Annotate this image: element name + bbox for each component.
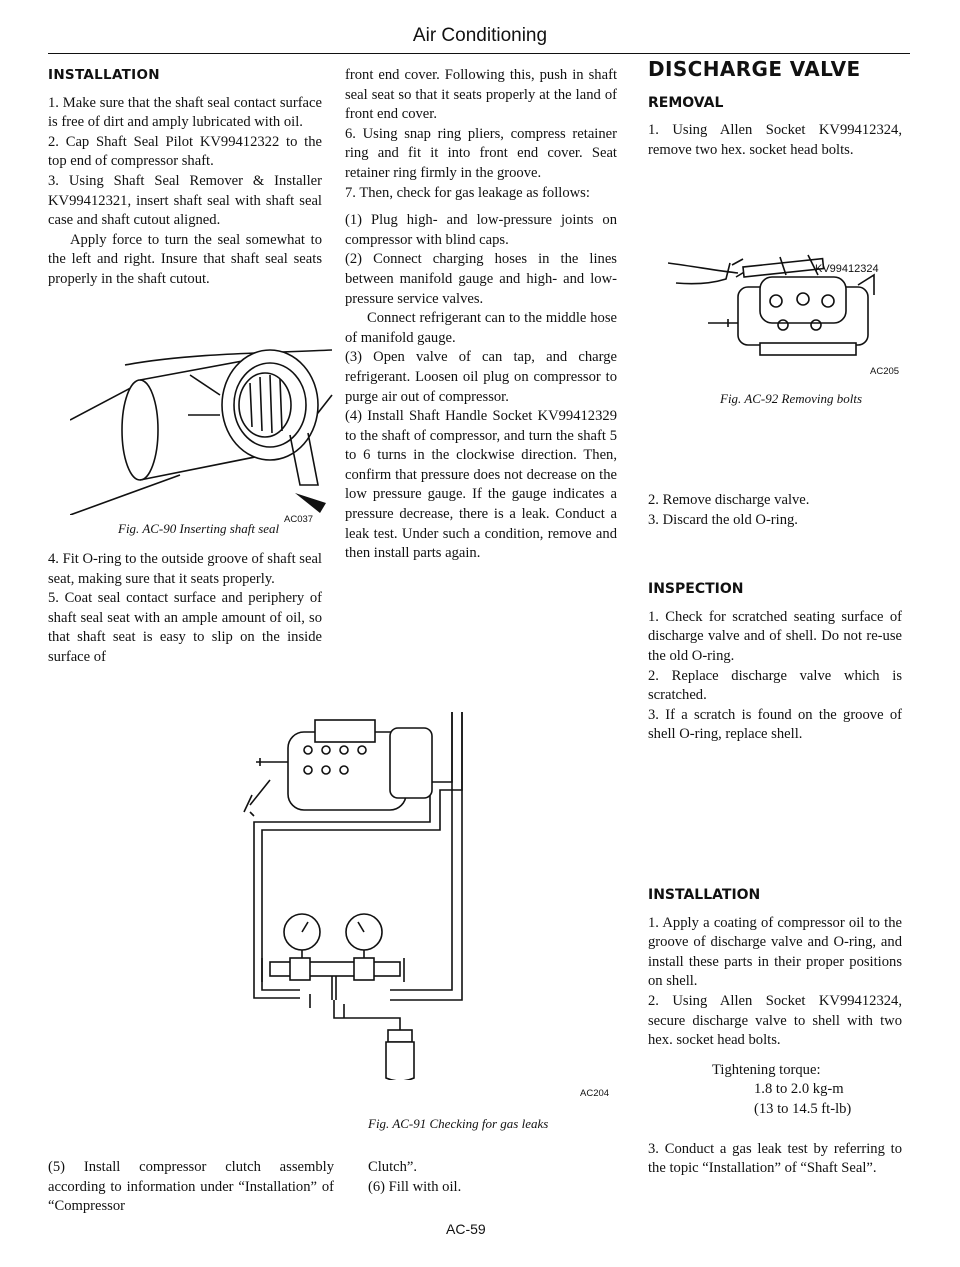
step-4: 4. Fit O-ring to the outside groove of shaft seal seat, making sure that it seats properly. [48,551,322,587]
step-5: 5. Coat seal contact surface and periphery of shaft seal seat with an ample amount of oil, so that shaft seat is easy to slip on the inside surface of [48,590,322,665]
step-3-note: Apply force to turn the seal somewhat to the left and right. Insure that shaft seal seats properly in the shaft cutout. [48,231,322,287]
discharge-valve-title: DISCHARGE VALVE [648,57,861,81]
fig-ac91-caption: Fig. AC-91 Checking for gas leaks [368,1116,549,1131]
page-number: AC-59 [446,1221,486,1237]
step-2: 2. Cap Shaft Seal Pilot KV99412322 to the top end of compressor shaft. [48,133,322,170]
substep-2-note: Connect refrigerant can to the middle hose of manifold gauge. [345,310,617,346]
installation-heading: INSTALLATION [48,67,160,83]
substep-5: (5) Install compressor clutch assembly according to information under “Installation” of “Compressor [48,1159,334,1215]
inspection-heading: INSPECTION [648,581,744,598]
column-1-bottom [48,1158,334,1217]
step-5-cont: front end cover. Following this, push in shaft seal seat so that it seats properly at the land of front end cover. [345,67,617,123]
column-3 [648,57,902,160]
gas-leak-check-figure [240,700,480,1080]
substep-2: (2) Connect charging hoses in the lines between manifold gauge and high- and low-pressure service valves. [345,251,617,307]
column-3-lower [648,491,902,745]
torque-metric: 1.8 to 2.0 kg-m [754,1081,844,1098]
removal-heading: REMOVAL [648,94,724,111]
substep-3: (3) Open valve of can tap, and charge refrigerant. Loosen oil plug on compressor to purge air out of compressor. [345,349,617,405]
fig-ac92-code: AC205 [870,366,900,377]
substep-1: (1) Plug high- and low-pressure joints on compressor with blind caps. [345,212,617,248]
step-3: 3. Using Shaft Seal Remover & Installer KV99412321, insert shaft seal with shaft seal case and shaft cutout aligned. [48,172,322,229]
install-step-2: 2. Using Allen Socket KV99412324, secure discharge valve to shell with two hex. socket head bolts. [648,992,902,1049]
column-3-installation [648,886,902,1179]
installation-heading-2: INSTALLATION [648,887,761,903]
torque-imperial: (13 to 14.5 ft-lb) [754,1100,852,1117]
fig-ac91-code: AC204 [580,1088,610,1099]
column-2-bottom [368,1158,608,1197]
page-header: Air Conditioning [412,25,548,46]
column-1 [48,66,322,290]
inspection-step-3: 3. If a scratch is found on the groove of shell O-ring, replace shell. [648,706,902,743]
header-rule [48,53,910,54]
removal-step-1: 1. Using Allen Socket KV99412324, remove two hex. socket head bolts. [648,122,902,158]
column-2 [345,66,617,564]
step-7: 7. Then, check for gas leakage as follows: [345,184,590,201]
install-step-3: 3. Conduct a gas leak test by referring to the topic “Installation” of “Shaft Seal”. [648,1140,902,1177]
step-6: 6. Using snap ring pliers, compress retainer ring and fit it into front end cover. Seat retainer ring firmly in the groove. [345,125,617,181]
substep-5-cont: Clutch”. [368,1159,418,1175]
step-1: 1. Make sure that the shaft seal contact surface is free of dirt and amply lubricated with oil. [48,94,322,131]
fig-ac90-code: AC037 [284,514,314,525]
removal-step-2: 2. Remove discharge valve. [648,492,810,508]
substep-4: (4) Install Shaft Handle Socket KV99412329 to the shaft of compressor, and turn the shaft 5 to 6 turns in the clockwise direction. Then, confirm that pressure does not decrease on the low pressure gauge. If the gauge indicates a pressure decrease, there is a leak. Conduct a leak test. Under such a condition, remove and then install parts again. [345,408,617,562]
fig-ac92-caption: Fig. AC-92 Removing bolts [720,391,863,406]
inspection-step-2: 2. Replace discharge valve which is scratched. [648,667,902,704]
removal-step-3: 3. Discard the old O-ring. [648,511,798,528]
shaft-seal-figure [70,335,335,515]
torque-label: Tightening torque: [712,1061,821,1078]
fig-ac92-tool: KV99412324 [815,263,879,275]
fig-ac90-caption: Fig. AC-90 Inserting shaft seal [118,521,280,536]
inspection-step-1: 1. Check for scratched seating surface of discharge valve and of shell. Do not re-use the old O-ring. [648,608,902,664]
install-step-1: 1. Apply a coating of compressor oil to the groove of discharge valve and O-ring, and install these parts in their proper positions on shell. [648,914,902,990]
column-1-lower [48,550,322,668]
tightening-torque [712,1061,902,1120]
substep-6: (6) Fill with oil. [368,1178,462,1195]
